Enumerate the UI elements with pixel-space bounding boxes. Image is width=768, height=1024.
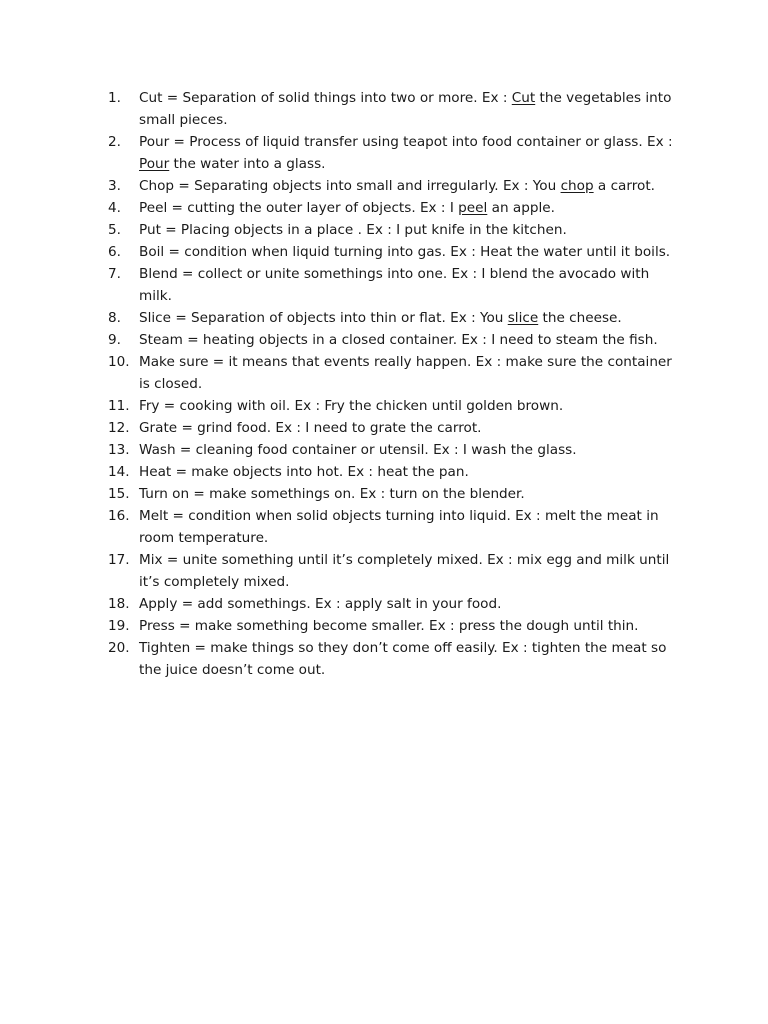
item-text bbox=[139, 483, 678, 505]
item-text bbox=[139, 395, 678, 417]
list-item bbox=[108, 505, 678, 549]
list-item bbox=[108, 197, 678, 219]
item-text bbox=[139, 241, 678, 263]
item-number: 18. bbox=[108, 596, 130, 612]
item-number: 9. bbox=[108, 332, 121, 348]
item-text-before: Slice = Separation of objects into thin or flat. Ex : You bbox=[139, 310, 508, 326]
item-text-before: Melt = condition when solid objects turning into liquid. Ex : melt the meat in room temperature. bbox=[139, 508, 659, 546]
item-text-before: Cut = Separation of solid things into two or more. Ex : bbox=[139, 90, 512, 106]
list-item bbox=[108, 461, 678, 483]
item-text-before: Apply = add somethings. Ex : apply salt in your food. bbox=[139, 596, 502, 612]
item-number: 19. bbox=[108, 618, 130, 634]
item-text-before: Turn on = make somethings on. Ex : turn on the blender. bbox=[139, 486, 525, 502]
item-text-before: Peel = cutting the outer layer of objects. Ex : I bbox=[139, 200, 459, 216]
underlined-word: Cut bbox=[511, 90, 536, 106]
item-text-before: Make sure = it means that events really happen. Ex : make sure the container is closed. bbox=[139, 354, 672, 392]
item-text-before: Tighten = make things so they don’t come off easily. Ex : tighten the meat so the juice doesn’t come out. bbox=[139, 640, 667, 678]
item-text-before: Steam = heating objects in a closed container. Ex : I need to steam the fish. bbox=[139, 332, 658, 348]
list-item bbox=[108, 219, 678, 241]
item-text bbox=[139, 351, 678, 395]
item-number: 11. bbox=[108, 398, 130, 414]
list-item bbox=[108, 241, 678, 263]
list-item bbox=[108, 87, 678, 131]
item-text-before: Press = make something become smaller. Ex : press the dough until thin. bbox=[139, 618, 639, 634]
list-item bbox=[108, 417, 678, 439]
list-item bbox=[108, 263, 678, 307]
item-text bbox=[139, 461, 678, 483]
item-text-before: Boil = condition when liquid turning into gas. Ex : Heat the water until it boils. bbox=[139, 244, 671, 260]
item-text-before: Put = Placing objects in a place . Ex : I put knife in the kitchen. bbox=[139, 222, 567, 238]
item-number: 7. bbox=[108, 266, 121, 282]
list-item bbox=[108, 329, 678, 351]
underlined-word: chop bbox=[560, 178, 594, 194]
item-text-after: an apple. bbox=[487, 200, 555, 216]
item-text bbox=[139, 307, 678, 329]
item-text bbox=[139, 549, 678, 593]
item-number: 10. bbox=[108, 354, 130, 370]
item-text bbox=[139, 615, 678, 637]
item-text-after: the water into a glass. bbox=[169, 156, 326, 172]
underlined-word: slice bbox=[507, 310, 539, 326]
list-item bbox=[108, 175, 678, 197]
item-text bbox=[139, 219, 678, 241]
list-item bbox=[108, 351, 678, 395]
item-number: 1. bbox=[108, 90, 121, 106]
item-number: 15. bbox=[108, 486, 130, 502]
list-item bbox=[108, 483, 678, 505]
item-text-before: Heat = make objects into hot. Ex : heat the pan. bbox=[139, 464, 469, 480]
item-text bbox=[139, 505, 678, 549]
item-text bbox=[139, 263, 678, 307]
item-number: 17. bbox=[108, 552, 130, 568]
item-number: 13. bbox=[108, 442, 130, 458]
item-text bbox=[139, 175, 678, 197]
underlined-word: peel bbox=[458, 200, 488, 216]
vocabulary-list bbox=[108, 87, 678, 681]
item-text bbox=[139, 197, 678, 219]
item-text-before: Pour = Process of liquid transfer using teapot into food container or glass. Ex : bbox=[139, 134, 673, 150]
item-text-before: Grate = grind food. Ex : I need to grate the carrot. bbox=[139, 420, 482, 436]
item-text-after: the vegetables into small pieces. bbox=[139, 90, 672, 128]
item-text-before: Wash = cleaning food container or utensil. Ex : I wash the glass. bbox=[139, 442, 577, 458]
item-number: 8. bbox=[108, 310, 121, 326]
list-item bbox=[108, 593, 678, 615]
item-number: 3. bbox=[108, 178, 121, 194]
item-number: 5. bbox=[108, 222, 121, 238]
item-text-before: Chop = Separating objects into small and irregularly. Ex : You bbox=[139, 178, 561, 194]
item-number: 6. bbox=[108, 244, 121, 260]
item-number: 2. bbox=[108, 134, 121, 150]
item-text bbox=[139, 417, 678, 439]
item-text bbox=[139, 593, 678, 615]
item-text bbox=[139, 131, 678, 175]
item-text bbox=[139, 637, 678, 681]
item-number: 16. bbox=[108, 508, 130, 524]
underlined-word: Pour bbox=[139, 156, 170, 172]
item-text-before: Blend = collect or unite somethings into one. Ex : I blend the avocado with milk. bbox=[139, 266, 650, 304]
list-item bbox=[108, 615, 678, 637]
item-text bbox=[139, 87, 678, 131]
list-item bbox=[108, 549, 678, 593]
item-number: 4. bbox=[108, 200, 121, 216]
item-text-before: Fry = cooking with oil. Ex : Fry the chicken until golden brown. bbox=[139, 398, 564, 414]
item-text bbox=[139, 439, 678, 461]
item-text-after: the cheese. bbox=[538, 310, 622, 326]
list-item bbox=[108, 307, 678, 329]
item-number: 14. bbox=[108, 464, 130, 480]
item-text-before: Mix = unite something until it’s completely mixed. Ex : mix egg and milk until it’s completely mixed. bbox=[139, 552, 670, 590]
list-item bbox=[108, 131, 678, 175]
list-item bbox=[108, 637, 678, 681]
list-item bbox=[108, 439, 678, 461]
item-number: 12. bbox=[108, 420, 130, 436]
item-text bbox=[139, 329, 678, 351]
item-number: 20. bbox=[108, 640, 130, 656]
list-item bbox=[108, 395, 678, 417]
item-text-after: a carrot. bbox=[593, 178, 655, 194]
